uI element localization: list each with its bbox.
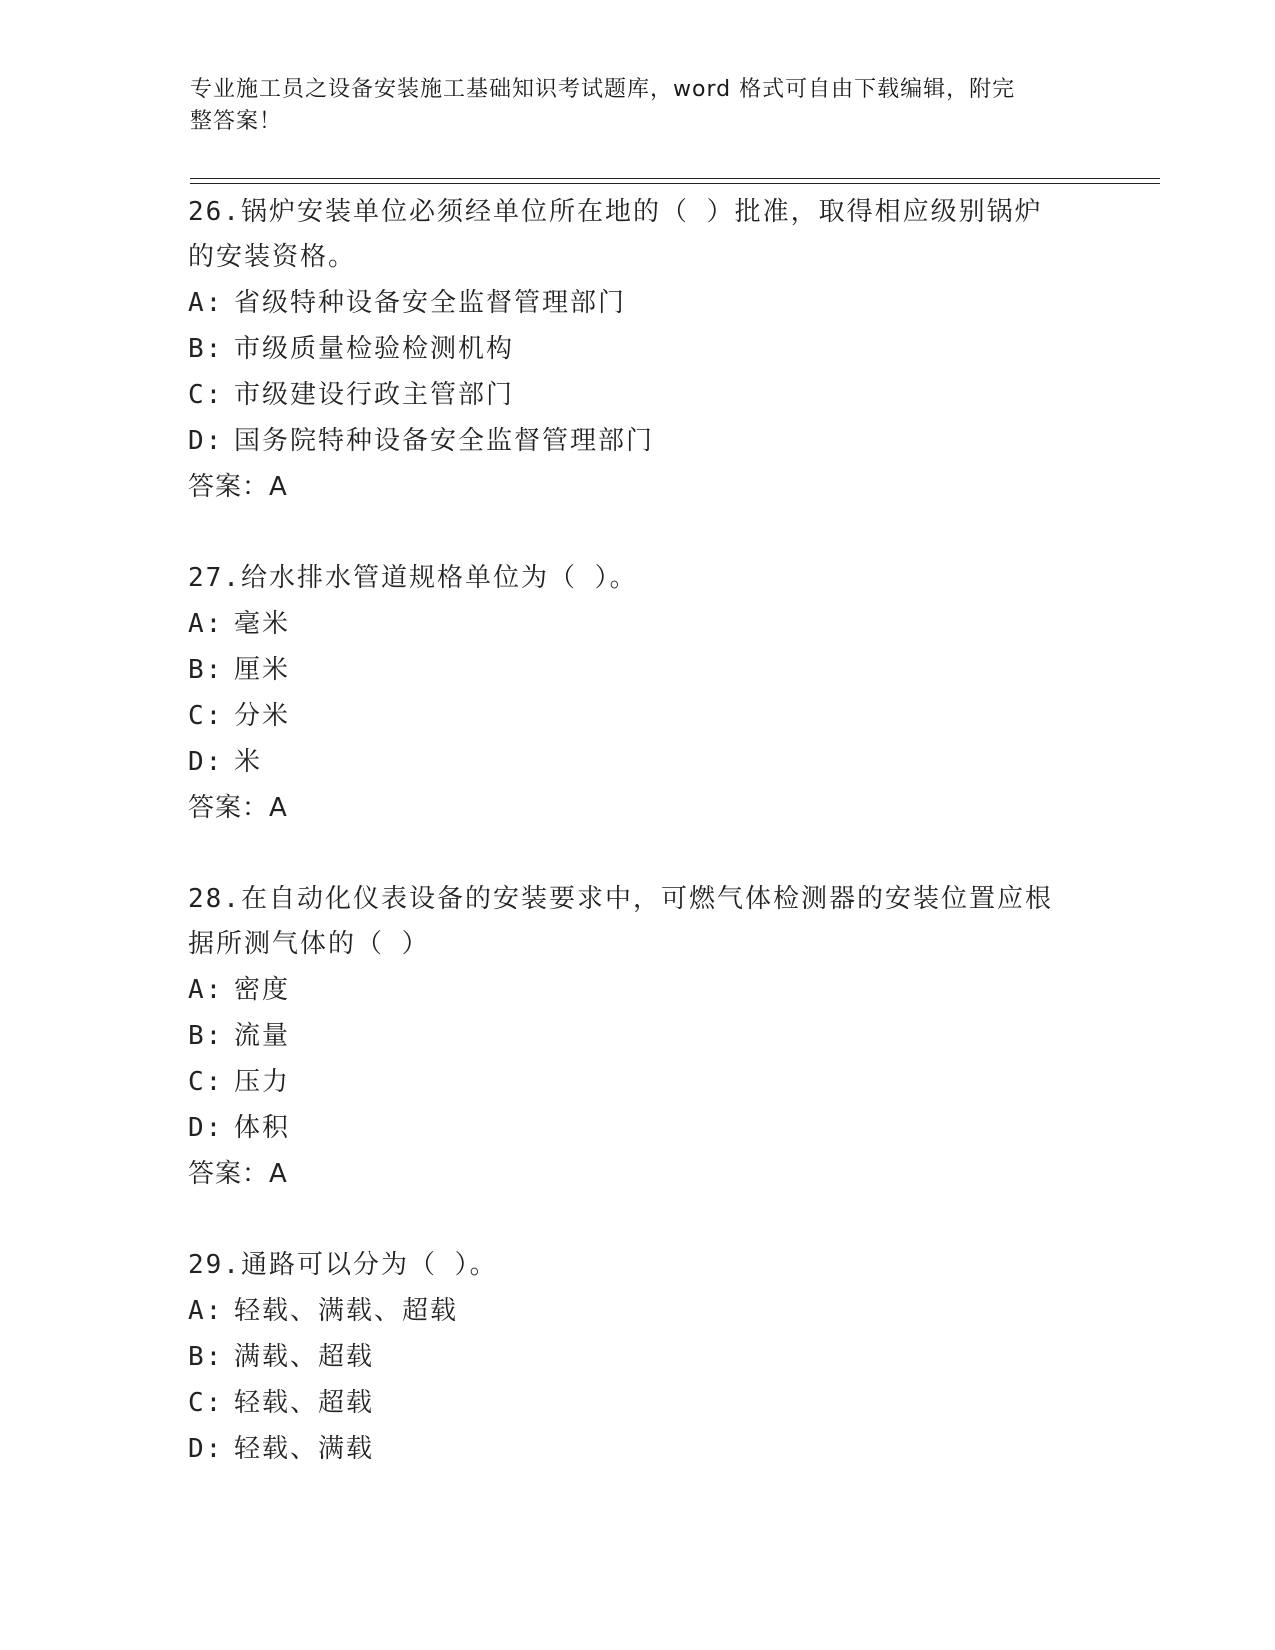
option-letter: A: [188,975,224,1005]
header-divider-bottom [190,183,1160,184]
option-text: 轻载、满载 [234,1434,375,1464]
question-28 [188,877,1088,1197]
spacer [188,831,1088,877]
option-c [188,1380,1088,1426]
option-d [188,1426,1088,1472]
option-b [188,326,1088,372]
header-line-2: 整答案！ [190,109,283,134]
question-stem-continued: 据所测气体的（ ） [188,929,430,959]
option-b [188,1013,1088,1059]
option-d [188,1105,1088,1151]
option-letter: D: [188,1434,224,1464]
option-letter: B: [188,1342,224,1372]
question-list [188,190,1088,1472]
question-26 [188,190,1088,510]
option-letter: A: [188,609,224,639]
answer-line: 答案：A [188,793,288,823]
question-stem: 27.给水排水管道规格单位为（ ）。 [188,563,638,593]
option-text: 轻载、满载、超载 [234,1296,459,1326]
option-text: 满载、超载 [234,1342,375,1372]
question-stem: 29.通路可以分为（ ）。 [188,1250,498,1280]
option-d [188,739,1088,785]
option-letter: B: [188,1021,224,1051]
option-c [188,693,1088,739]
option-b [188,647,1088,693]
option-letter: C: [188,1067,224,1097]
option-d [188,418,1088,464]
option-text: 厘米 [234,655,291,685]
option-b [188,1334,1088,1380]
option-letter: A: [188,1296,224,1326]
question-29 [188,1243,1088,1472]
option-text: 流量 [234,1021,291,1051]
option-letter: B: [188,334,224,364]
spacer [188,1197,1088,1243]
option-letter: B: [188,655,224,685]
option-text: 市级质量检验检测机构 [234,334,515,364]
option-letter: C: [188,701,224,731]
question-stem: 28.在自动化仪表设备的安装要求中，可燃气体检测器的安装位置应根 [188,884,1053,914]
option-letter: C: [188,1388,224,1418]
option-text: 轻载、超载 [234,1388,375,1418]
option-letter: C: [188,380,224,410]
option-a [188,280,1088,326]
spacer [188,510,1088,556]
option-a [188,967,1088,1013]
option-text: 体积 [234,1113,291,1143]
answer-line: 答案：A [188,472,288,502]
answer-line: 答案：A [188,1159,288,1189]
option-text: 分米 [234,701,291,731]
option-letter: D: [188,1113,224,1143]
question-stem: 26.锅炉安装单位必须经单位所在地的（ ）批准，取得相应级别锅炉 [188,197,1043,227]
option-text: 米 [234,747,263,777]
option-a [188,1288,1088,1334]
option-text: 市级建设行政主管部门 [234,380,515,410]
option-letter: D: [188,426,224,456]
option-text: 压力 [234,1067,291,1097]
option-letter: A: [188,288,224,318]
question-stem-continued: 的安装资格。 [188,242,357,272]
option-c [188,372,1088,418]
option-c [188,1059,1088,1105]
option-text: 密度 [234,975,291,1005]
document-header [190,74,1080,138]
option-text: 省级特种设备安全监督管理部门 [234,288,627,318]
header-divider-top [190,178,1160,179]
option-a [188,601,1088,647]
option-text: 毫米 [234,609,291,639]
option-letter: D: [188,747,224,777]
header-line-1: 专业施工员之设备安装施工基础知识考试题库，word 格式可自由下载编辑，附完 [190,77,1016,102]
question-27 [188,556,1088,831]
option-text: 国务院特种设备安全监督管理部门 [234,426,655,456]
